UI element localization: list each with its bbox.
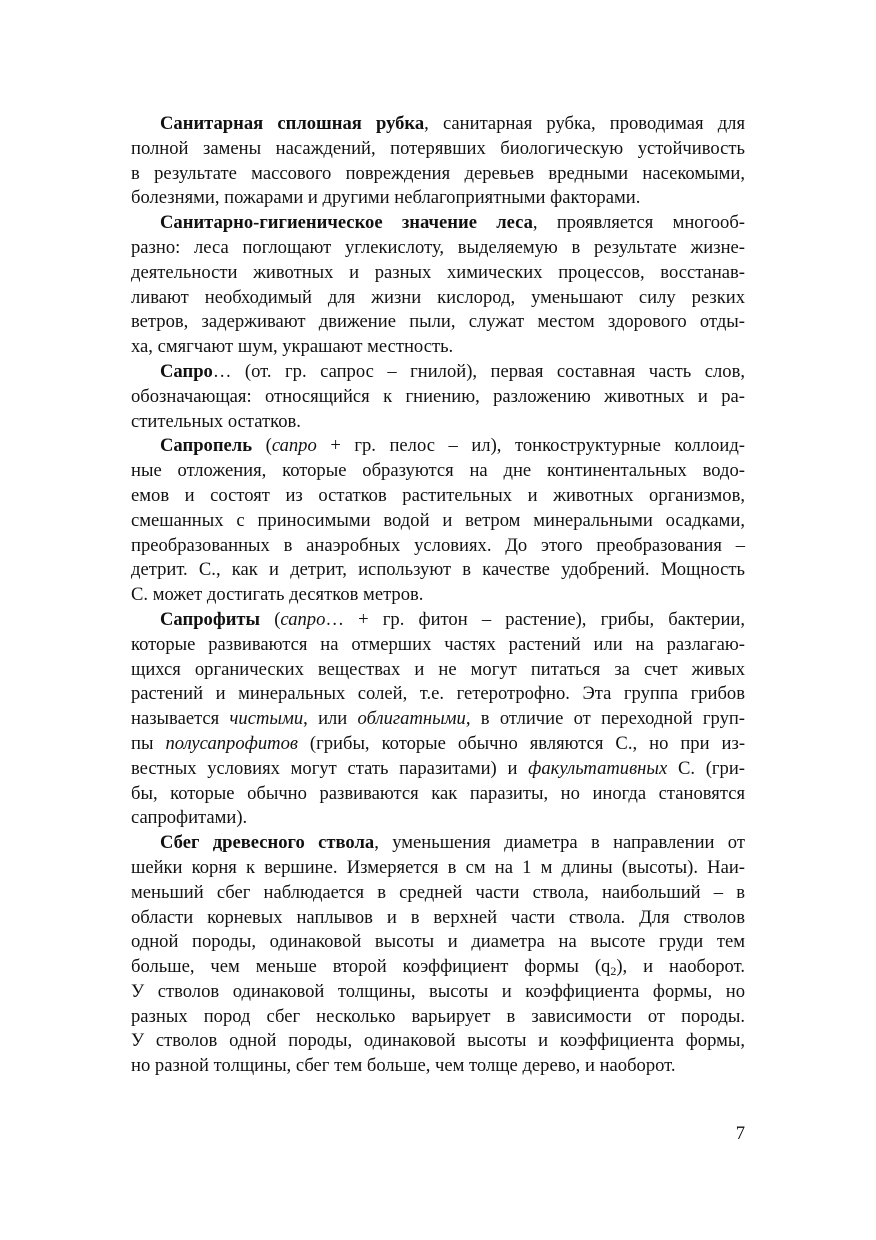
- entry-text: У стволов одной породы, одинаковой высоты и коэффициента формы,: [131, 1030, 745, 1052]
- entry-term: Сапрофиты: [160, 608, 261, 630]
- entry-line: [131, 335, 745, 360]
- italic-text: облигатными: [357, 708, 466, 730]
- entry-text: пы: [131, 732, 166, 754]
- dictionary-entry: [131, 211, 745, 360]
- entry-line: [131, 930, 745, 955]
- entry-line: [131, 484, 745, 509]
- entry-text: разно: леса поглощают углекислоту, выделяемую в результате жизне-: [131, 236, 745, 258]
- entry-text: называется: [131, 708, 230, 730]
- entry-text: бы, которые обычно развиваются как паразиты, но иногда становятся: [131, 782, 745, 804]
- entry-text: детрит. С., как и детрит, используют в качестве удобрений. Мощность: [131, 559, 745, 581]
- entry-line: [131, 534, 745, 559]
- entry-line: [131, 980, 745, 1005]
- entry-text: но разной толщины, сбег тем больше, чем толще дерево, и наоборот.: [131, 1055, 676, 1077]
- entry-first-line: [131, 360, 745, 385]
- italic-text: факультативных: [528, 757, 668, 779]
- entry-line: [131, 236, 745, 261]
- entry-first-line: [131, 112, 745, 137]
- entry-text: одной породы, одинаковой высоты и диаметра на высоте груди тем: [131, 931, 745, 953]
- entry-line: [131, 186, 745, 211]
- entry-text: вестных условиях могут стать паразитами) и: [131, 757, 529, 779]
- entry-text: разных пород сбег несколько варьирует в зависимости от породы.: [131, 1005, 745, 1027]
- entry-term: Сапропель: [160, 435, 253, 457]
- entry-term: Санитарно-гигиеническое значение леса: [160, 212, 533, 234]
- entry-first-line: [131, 211, 745, 236]
- entry-line: [131, 509, 745, 534]
- entry-line: [131, 385, 745, 410]
- italic-text: чистыми: [229, 708, 304, 730]
- entry-text: , в отличие от переходной груп-: [465, 708, 746, 730]
- entry-line: [131, 707, 745, 732]
- entry-line: [131, 682, 745, 707]
- entry-line: [131, 633, 745, 658]
- entry-text: ха, смягчают шум, украшают местность.: [131, 336, 454, 358]
- page-body: [131, 112, 745, 1079]
- entry-text: , проявляется многооб-: [532, 212, 745, 234]
- entry-line: [131, 583, 745, 608]
- entry-line: [131, 162, 745, 187]
- entry-text: … (от. гр. сапрос – гнилой), первая составная часть слов,: [212, 360, 745, 382]
- entry-line: [131, 1029, 745, 1054]
- entry-line: [131, 658, 745, 683]
- dictionary-entry: [131, 608, 745, 831]
- italic-text: сапро: [271, 435, 317, 457]
- entry-line: [131, 137, 745, 162]
- entry-text: , уменьшения диаметра в направлении от: [374, 832, 745, 854]
- entry-line: [131, 261, 745, 286]
- dictionary-entry: [131, 831, 745, 1079]
- entry-first-line: [131, 608, 745, 633]
- italic-text: полусапрофитов: [165, 732, 298, 754]
- entry-text: ные отложения, которые образуются на дне континентальных водо-: [131, 460, 745, 482]
- entry-line: [131, 1005, 745, 1030]
- entry-text: ветров, задерживают движение пыли, служат местом здорового отды-: [131, 311, 745, 333]
- entry-text: (: [260, 608, 281, 630]
- dictionary-entry: [131, 434, 745, 608]
- entry-text: полной замены насаждений, потерявших биологическую устойчивость: [131, 137, 745, 159]
- entry-text: , или: [303, 708, 358, 730]
- entry-text: (: [252, 435, 272, 457]
- entry-first-line: [131, 831, 745, 856]
- entry-text: стительных остатков.: [131, 410, 301, 432]
- entry-line: [131, 782, 745, 807]
- entry-text: области корневых наплывов и в верхней части ствола. Для стволов: [131, 906, 745, 928]
- dictionary-entry: [131, 112, 745, 211]
- entry-text: больше, чем меньше второй коэффициент формы (q: [131, 956, 611, 978]
- entry-text: шейки корня к вершине. Измеряется в см на 1 м длины (высоты). Наи-: [131, 856, 745, 878]
- entry-text: С. (гри-: [667, 757, 745, 779]
- entry-text: деятельности животных и разных химических процессов, восстанав-: [131, 261, 745, 283]
- entry-first-line: [131, 434, 745, 459]
- entry-line: [131, 955, 745, 980]
- entry-line: [131, 286, 745, 311]
- entry-text: в результате массового повреждения деревьев вредными насекомыми,: [131, 162, 745, 184]
- entry-line: [131, 1054, 745, 1079]
- entry-text: ), и наоборот.: [616, 956, 745, 978]
- entry-text: меньший сбег наблюдается в средней части ствола, наибольший – в: [131, 881, 745, 903]
- entry-text: преобразованных в анаэробных условиях. До этого преобразования –: [131, 534, 745, 556]
- entry-term: Сапро: [160, 360, 213, 382]
- entry-text: , санитарная рубка, проводимая для: [424, 113, 746, 134]
- entry-text: С. может достигать десятков метров.: [131, 584, 424, 606]
- entry-line: [131, 906, 745, 931]
- subscript: 2: [610, 964, 617, 979]
- entry-text: У стволов одинаковой толщины, высоты и коэффициента формы, но: [131, 980, 745, 1002]
- entry-line: [131, 856, 745, 881]
- entry-line: [131, 806, 745, 831]
- entry-line: [131, 558, 745, 583]
- entry-line: [131, 732, 745, 757]
- entry-line: [131, 410, 745, 435]
- entry-text: емов и состоят из остатков растительных и животных организмов,: [131, 484, 745, 506]
- entry-text: + гр. пелос – ил), тонкоструктурные коллоид-: [316, 435, 746, 457]
- entry-text: сапрофитами).: [131, 807, 248, 829]
- entry-text: которые развиваются на отмерших частях растений или на разлагаю-: [131, 633, 745, 655]
- page-number: 7: [735, 1123, 745, 1144]
- entry-term: Санитарная сплошная рубка: [160, 113, 425, 134]
- entry-line: [131, 881, 745, 906]
- entry-line: [131, 459, 745, 484]
- entry-text: … + гр. фитон – растение), грибы, бактерии,: [325, 608, 745, 630]
- entry-text: (грибы, которые обычно являются С., но при из-: [297, 732, 746, 754]
- entry-line: [131, 310, 745, 335]
- entry-text: смешанных с приносимыми водой и ветром минеральными осадками,: [131, 509, 745, 531]
- entry-text: щихся органических веществах и не могут питаться за счет живых: [131, 658, 745, 680]
- entry-line: [131, 757, 745, 782]
- italic-text: сапро: [280, 608, 326, 630]
- entry-text: болезнями, пожарами и другими неблагоприятными факторами.: [131, 187, 641, 209]
- entry-text: ливают необходимый для жизни кислород, уменьшают силу резких: [131, 286, 745, 308]
- dictionary-entry: [131, 360, 745, 434]
- entry-text: обозначающая: относящийся к гниению, разложению животных и ра-: [131, 385, 745, 407]
- entry-text: растений и минеральных солей, т.е. гетеротрофно. Эта группа грибов: [131, 683, 745, 705]
- entry-term: Сбег древесного ствола: [160, 832, 375, 854]
